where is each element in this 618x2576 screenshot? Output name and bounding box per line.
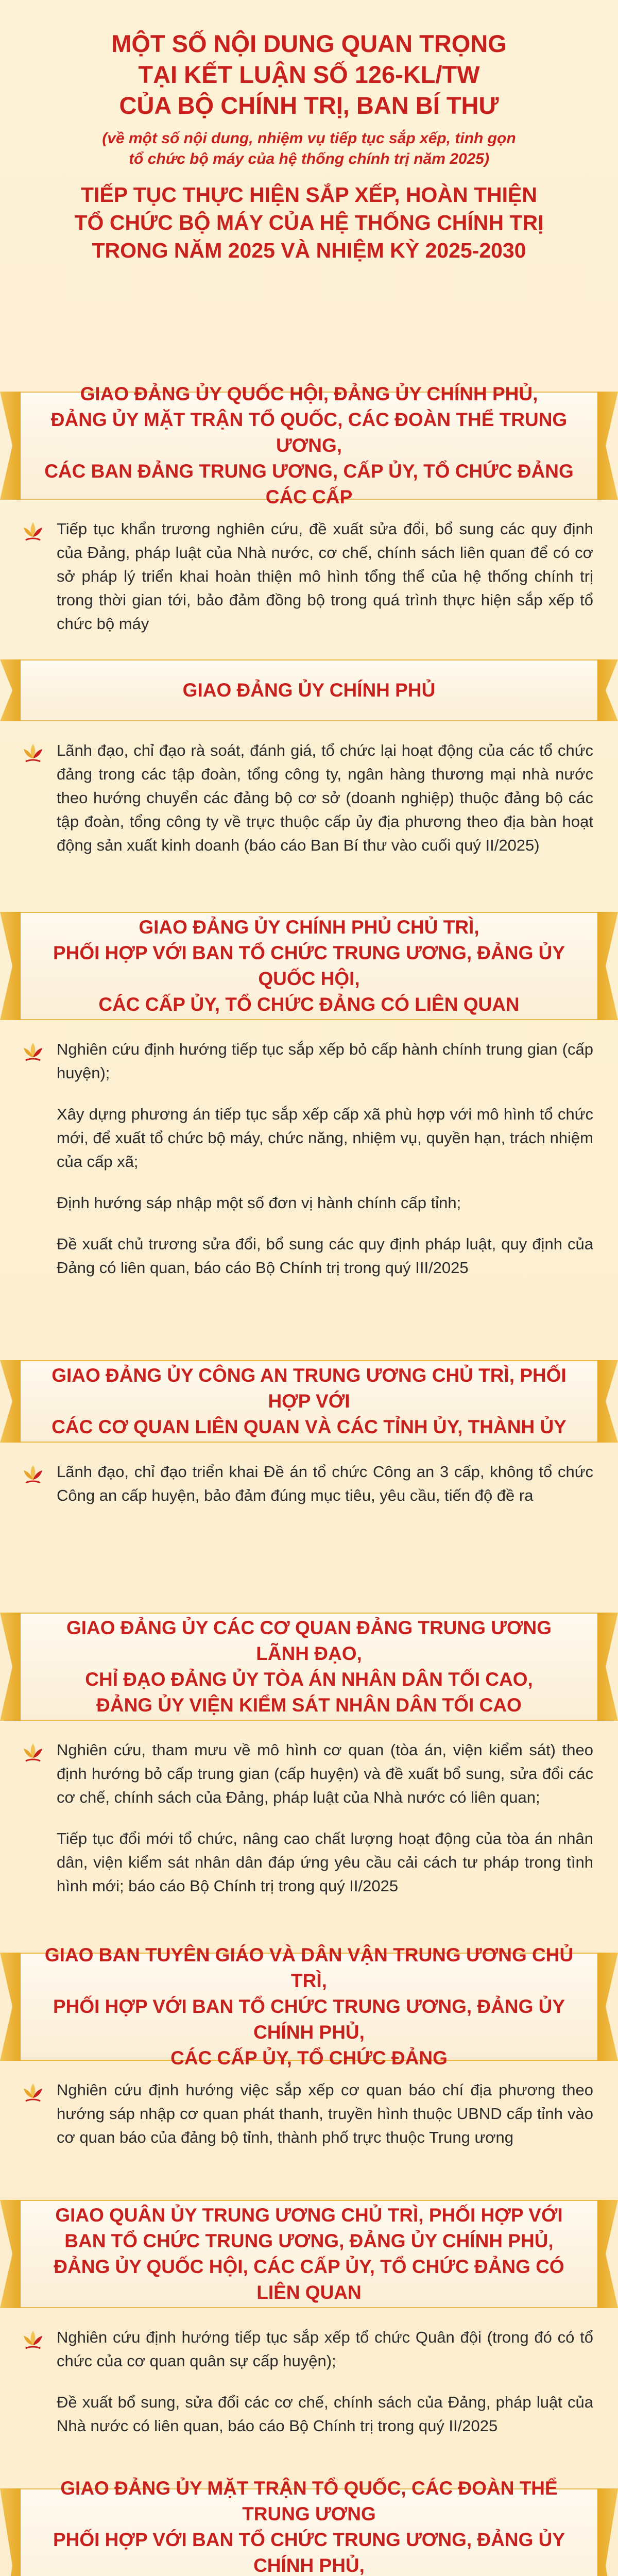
heading-line: GIAO QUÂN ỦY TRUNG ƯƠNG CHỦ TRÌ, PHỐI HỢP VỚI — [55, 2205, 563, 2226]
paragraph: Nghiên cứu, tham mưu về mô hình cơ quan (tòa án, viện kiểm sát) theo định hướng bỏ cấp trung gian (cấp huyện) và đề xuất bổ sung, sửa đổi các cơ chế, chính sách của Đảng, pháp luật của Nhà nước có liên quan; — [57, 1741, 593, 1806]
bullet-list — [0, 1460, 618, 1507]
lotus-bullet-icon — [21, 2080, 45, 2105]
paragraph: Tiếp tục đổi mới tổ chức, nâng cao chất lượng hoạt động của tòa án nhân dân, viện kiểm sát nhân dân đáp ứng yêu cầu cải cách tư pháp trong tình hình mới; báo cáo Bộ Chính trị trong quý II/2025 — [57, 1829, 593, 1895]
bullet-item — [0, 517, 618, 636]
bullet-list — [0, 1738, 618, 1898]
heading-line: PHỐI HỢP VỚI BAN TỔ CHỨC TRUNG ƯƠNG, ĐẢNG ỦY QUỐC HỘI, — [53, 942, 565, 989]
heading-line: CHỈ ĐẠO ĐẢNG ỦY TÒA ÁN NHÂN DÂN TỐI CAO, — [85, 1669, 533, 1690]
section-6 — [0, 1944, 618, 2167]
heading-line: GIAO ĐẢNG ỦY MẶT TRẬN TỔ QUỐC, CÁC ĐOÀN THỂ TRUNG ƯƠNG — [60, 2478, 558, 2524]
bullet-item — [0, 1460, 618, 1507]
section-banner — [21, 659, 597, 721]
section-banner — [21, 2200, 597, 2308]
heading-line: ĐẢNG ỦY QUỐC HỘI, CÁC CẤP ỦY, TỔ CHỨC ĐẢNG CÓ LIÊN QUAN — [54, 2256, 564, 2303]
section-heading — [21, 1615, 597, 1718]
section-2 — [0, 659, 618, 875]
lotus-bullet-icon — [21, 741, 45, 766]
heading-line: GIAO BAN TUYÊN GIÁO VÀ DÂN VẬN TRUNG ƯƠNG CHỦ TRÌ, — [44, 1944, 574, 1991]
bullet-item — [0, 1038, 618, 1280]
section-4 — [0, 1360, 618, 1525]
paragraph: Tiếp tục khẩn trương nghiên cứu, đề xuất sửa đổi, bổ sung các quy định của Đảng, pháp luật của Nhà nước, cơ chế, chính sách liên quan để có cơ sở pháp lý triển khai hoàn thiện mô hình tổng thể của hệ thống chính trị trong thời gian tới, bảo đảm đồng bộ trong quá trình thực hiện sắp xếp tổ chức bộ máy — [57, 520, 593, 633]
paragraph: Đề xuất chủ trương sửa đổi, bổ sung các quy định pháp luật, quy định của Đảng có liên quan, báo cáo Bộ Chính trị trong quý III/2025 — [57, 1235, 593, 1277]
heading-line: BAN TỔ CHỨC TRUNG ƯƠNG, ĐẢNG ỦY CHÍNH PHỦ, — [64, 2230, 554, 2251]
bullet-list — [0, 1038, 618, 1280]
lotus-bullet-icon — [21, 519, 45, 544]
paragraph: Nghiên cứu định hướng tiếp tục sắp xếp tổ chức Quân đội (trong đó có tổ chức của cơ quan quân sự cấp huyện); — [57, 2328, 593, 2370]
theme-heading — [31, 181, 587, 264]
heading-line: ĐẢNG ỦY MẶT TRẬN TỔ QUỐC, CÁC ĐOÀN THỂ TRUNG ƯƠNG, — [50, 409, 568, 456]
section-banner — [21, 912, 597, 1020]
heading-line: PHỐI HỢP VỚI BAN TỔ CHỨC TRUNG ƯƠNG, ĐẢNG ỦY CHÍNH PHỦ, — [53, 1996, 565, 2043]
title-line: CỦA BỘ CHÍNH TRỊ, BAN BÍ THƯ — [119, 92, 499, 119]
paragraph: Nghiên cứu định hướng tiếp tục sắp xếp bỏ cấp hành chính trung gian (cấp huyện); — [57, 1040, 593, 1082]
bullet-item — [0, 1738, 618, 1898]
subtitle-line: (về một số nội dung, nhiệm vụ tiếp tục sắp xếp, tinh gọn — [102, 130, 516, 147]
subtitle — [31, 128, 587, 170]
bullet-list — [0, 739, 618, 857]
theme-line: TRONG NĂM 2025 VÀ NHIỆM KỲ 2025-2030 — [92, 239, 526, 262]
theme-line: TỔ CHỨC BỘ MÁY CỦA HỆ THỐNG CHÍNH TRỊ — [74, 211, 544, 234]
bullet-list — [0, 2326, 618, 2438]
heading-line: ĐẢNG ỦY VIỆN KIỂM SÁT NHÂN DÂN TỐI CAO — [96, 1694, 522, 1716]
section-8 — [0, 2478, 618, 2576]
heading-line: GIAO ĐẢNG ỦY QUỐC HỘI, ĐẢNG ỦY CHÍNH PHỦ, — [80, 383, 538, 404]
paragraph: Đề xuất bổ sung, sửa đổi các cơ chế, chính sách của Đảng, pháp luật của Nhà nước có liên quan, báo cáo Bộ Chính trị trong quý II/2025 — [57, 2393, 593, 2435]
paragraph: Lãnh đạo, chỉ đạo triển khai Đề án tổ chức Công an 3 cấp, không tổ chức Công an cấp huyện, bảo đảm đúng mục tiêu, yêu cầu, tiến độ đề ra — [57, 1463, 593, 1504]
section-heading — [162, 677, 456, 703]
lotus-bullet-icon — [21, 1740, 45, 1765]
section-banner — [21, 1944, 597, 2069]
section-banner — [21, 1613, 597, 1721]
section-banner — [21, 1360, 597, 1443]
title-line: MỘT SỐ NỘI DUNG QUAN TRỌNG — [111, 30, 507, 57]
bullet-list — [0, 2078, 618, 2149]
section-1 — [0, 383, 618, 653]
heading-line: GIAO ĐẢNG ỦY CÁC CƠ QUAN ĐẢNG TRUNG ƯƠNG LÃNH ĐẠO, — [66, 1617, 552, 1664]
heading-line: CÁC CẤP ỦY, TỔ CHỨC ĐẢNG — [170, 2047, 448, 2069]
heading-line: GIAO ĐẢNG ỦY CHÍNH PHỦ — [182, 680, 436, 701]
lotus-bullet-icon — [21, 1040, 45, 1064]
bullet-item — [0, 2078, 618, 2149]
section-heading — [21, 381, 597, 510]
bullet-item — [0, 2326, 618, 2438]
title-line: TẠI KẾT LUẬN SỐ 126-KL/TW — [138, 61, 480, 88]
heading-line: GIAO ĐẢNG ỦY CÔNG AN TRUNG ƯƠNG CHỦ TRÌ, PHỐI HỢP VỚI — [52, 1365, 566, 1412]
lotus-bullet-icon — [21, 1462, 45, 1487]
section-3 — [0, 912, 618, 1297]
section-heading — [21, 2476, 597, 2576]
header — [31, 28, 587, 264]
heading-line: PHỐI HỢP VỚI BAN TỔ CHỨC TRUNG ƯƠNG, ĐẢNG ỦY CHÍNH PHỦ, — [53, 2529, 565, 2576]
section-banner — [21, 2478, 597, 2576]
section-heading — [21, 1942, 597, 2071]
lotus-bullet-icon — [21, 2328, 45, 2352]
theme-line: TIẾP TỤC THỰC HIỆN SẮP XẾP, HOÀN THIỆN — [80, 183, 538, 207]
heading-line: CÁC CƠ QUAN LIÊN QUAN VÀ CÁC TỈNH ỦY, THÀNH ỦY — [52, 1416, 566, 1437]
paragraph: Xây dựng phương án tiếp tục sắp xếp cấp xã phù hợp với mô hình tổ chức mới, để xuất tổ chức bộ máy, chức năng, nhiệm vụ, quyền hạn, trách nhiệm của cấp xã; — [57, 1105, 593, 1171]
paragraph: Nghiên cứu định hướng việc sắp xếp cơ quan báo chí địa phương theo hướng sáp nhập cơ quan phát thanh, truyền hình thuộc UBND cấp tỉnh vào cơ quan báo của đảng bộ tỉnh, thành phố trực thuộc Trung ương — [57, 2081, 593, 2146]
section-5 — [0, 1613, 618, 1916]
paragraph: Lãnh đạo, chỉ đạo rà soát, đánh giá, tổ chức lại hoạt động của các tổ chức đảng trong các tập đoàn, tổng công ty, ngân hàng thương mại nhà nước theo hướng chuyển các đảng bộ cơ sở (doanh nghiệp) thuộc đảng bộ các tập đoàn, tổng công ty về trực thuộc cấp ủy địa phương theo địa bàn hoạt động sản xuất kinh doanh (báo cáo Ban Bí thư vào cuối quý II/2025) — [57, 741, 593, 854]
bullet-list — [0, 517, 618, 636]
heading-line: CÁC CẤP ỦY, TỔ CHỨC ĐẢNG CÓ LIÊN QUAN — [98, 994, 520, 1015]
paragraph: Định hướng sáp nhập một số đơn vị hành chính cấp tỉnh; — [57, 1194, 461, 1212]
bullet-item — [0, 739, 618, 857]
heading-line: CÁC BAN ĐẢNG TRUNG ƯƠNG, CẤP ỦY, TỔ CHỨC ĐẢNG CÁC CẤP — [44, 461, 574, 507]
heading-line: GIAO ĐẢNG ỦY CHÍNH PHỦ CHỦ TRÌ, — [139, 917, 479, 938]
section-heading — [21, 1363, 597, 1440]
section-heading — [21, 914, 597, 1018]
section-heading — [21, 2202, 597, 2306]
section-banner — [21, 383, 597, 507]
section-7 — [0, 2200, 618, 2455]
subtitle-line: tổ chức bộ máy của hệ thống chính trị năm 2025) — [129, 150, 489, 167]
